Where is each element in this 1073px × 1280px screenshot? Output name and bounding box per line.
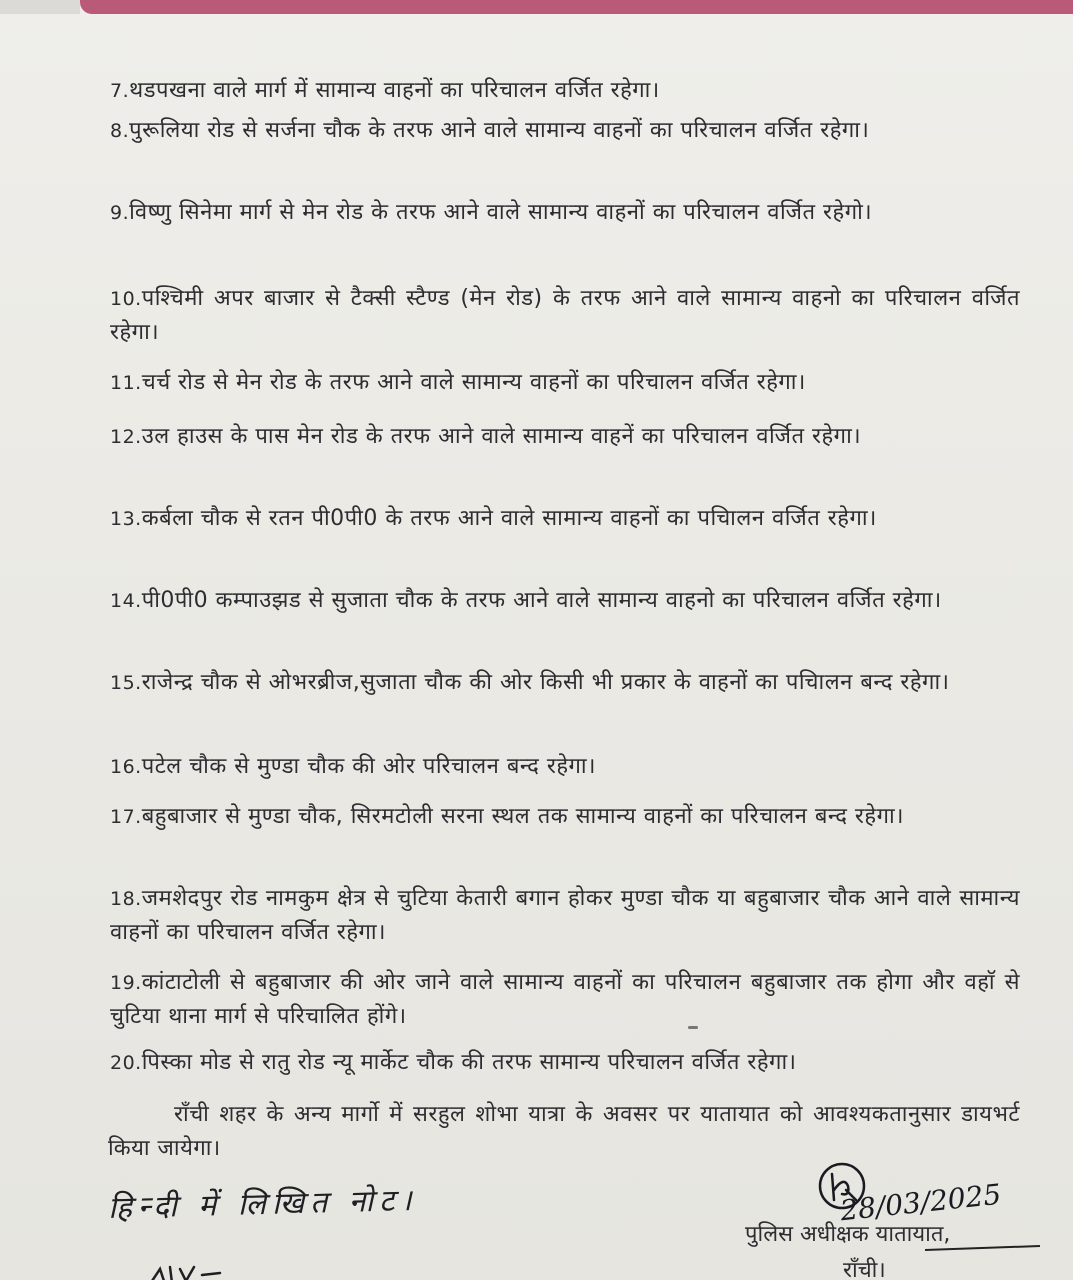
scan-speck [688,1026,698,1029]
item-text: पश्चिमी अपर बाजार से टैक्सी स्टैण्ड (मेन रोड) के तरफ आने वाले सामान्य वाहनो का परिचालन वर्जित रहेगा। [110,286,1020,345]
item-text: थडपखना वाले मार्ग में सामान्य वाहनों का परिचालन वर्जित रहेगा। [129,78,660,103]
item-number: 7. [110,80,130,102]
list-item [110,74,1020,108]
item-text: विष्णु सिनेमा मार्ग से मेन रोड के तरफ आने वाले सामान्य वाहनों का परिचालन वर्जित रहेगो। [129,200,873,225]
list-item [110,966,1020,1034]
item-number: 9. [110,202,130,224]
list-item [110,800,1020,834]
item-number: 20. [110,1052,142,1074]
list-item [110,420,1020,454]
item-number: 8. [110,120,130,142]
handwritten-fragment [150,1255,230,1280]
item-text: पिस्का मोड से रातु रोड न्यू मार्केट चौक की तरफ सामान्य परिचालन वर्जित रहेगा। [141,1050,797,1075]
list-item [110,114,1020,148]
item-text: बहुबाजार से मुण्डा चौक, सिरमटोली सरना स्थल तक सामान्य वाहनों का परिचालन बन्द रहेगा। [141,804,905,829]
item-number: 12. [110,426,142,448]
signature-date: 28/03/2025 [838,1177,1003,1228]
item-number: 18. [110,888,142,910]
item-number: 17. [110,806,142,828]
list-item [110,366,1020,400]
item-text: पुरूलिया रोड से सर्जना चौक के तरफ आने वाले सामान्य वाहनों का परिचालन वर्जित रहेगा। [129,118,870,143]
closing-paragraph: राँची शहर के अन्य मार्गो में सरहुल शोभा यात्रा के अवसर पर यातायात को आवश्यकतानुसार डायभर्ट किया जायेगा। [108,1102,1020,1161]
item-number: 11. [110,372,142,394]
item-number: 13. [110,508,142,530]
item-number: 19. [110,972,142,994]
item-text: उल हाउस के पास मेन रोड के तरफ आने वाले सामान्य वाहनें का परिचालन वर्जित रहेगा। [141,424,862,449]
item-text: जमशेदपुर रोड नामकुम क्षेत्र से चुटिया केतारी बगान होकर मुण्डा चौक या बहुबाजार चौक आने वाले सामान्य वाहनों का परिचालन वर्जित रहेगा। [110,886,1020,945]
list-item [110,502,1020,536]
list-item [110,750,1020,784]
list-item [110,1046,1020,1080]
list-item [110,584,1020,618]
item-text: कर्बला चौक से रतन पी0पी0 के तरफ आने वाले सामान्य वाहनों का पचिालन वर्जित रहेगा। [141,506,877,531]
signatory-city: राँची। [843,1258,886,1280]
item-text: राजेन्द्र चौक से ओभरब्रीज,सुजाता चौक की ओर किसी भी प्रकार के वाहनों का पचिालन बन्द रहेगा। [141,670,950,695]
item-text: कांटाटोली से बहुबाजार की ओर जाने वाले सामान्य वाहनों का परिचालन बहुबाजार तक होगा और वहाॅ से चुटिया थाना मार्ग से परिचालित होंगे। [110,970,1020,1029]
list-item [110,282,1020,350]
item-text: चर्च रोड से मेन रोड के तरफ आने वाले सामान्य वाहनों का परिचालन वर्जित रहेगा। [141,370,806,395]
list-item [110,882,1020,950]
item-number: 14. [110,590,142,612]
item-text: पटेल चौक से मुण्डा चौक की ओर परिचालन बन्द रहेगा। [141,754,596,779]
item-number: 10. [110,288,142,310]
item-number: 15. [110,672,142,694]
signatory-title: पुलिस अधीक्षक यातायात, [745,1222,951,1247]
handwriting-scribble-icon [150,1255,230,1280]
handwritten-note: हिन्दी में लिखित नोट। [107,1182,419,1227]
list-item [110,196,1020,230]
item-text: पी0पी0 कम्पाउझड से सुजाता चौक के तरफ आने वाले सामान्य वाहनो का परिचालन वर्जित रहेगा। [141,588,942,613]
item-number: 16. [110,756,142,778]
list-item [110,666,1020,700]
